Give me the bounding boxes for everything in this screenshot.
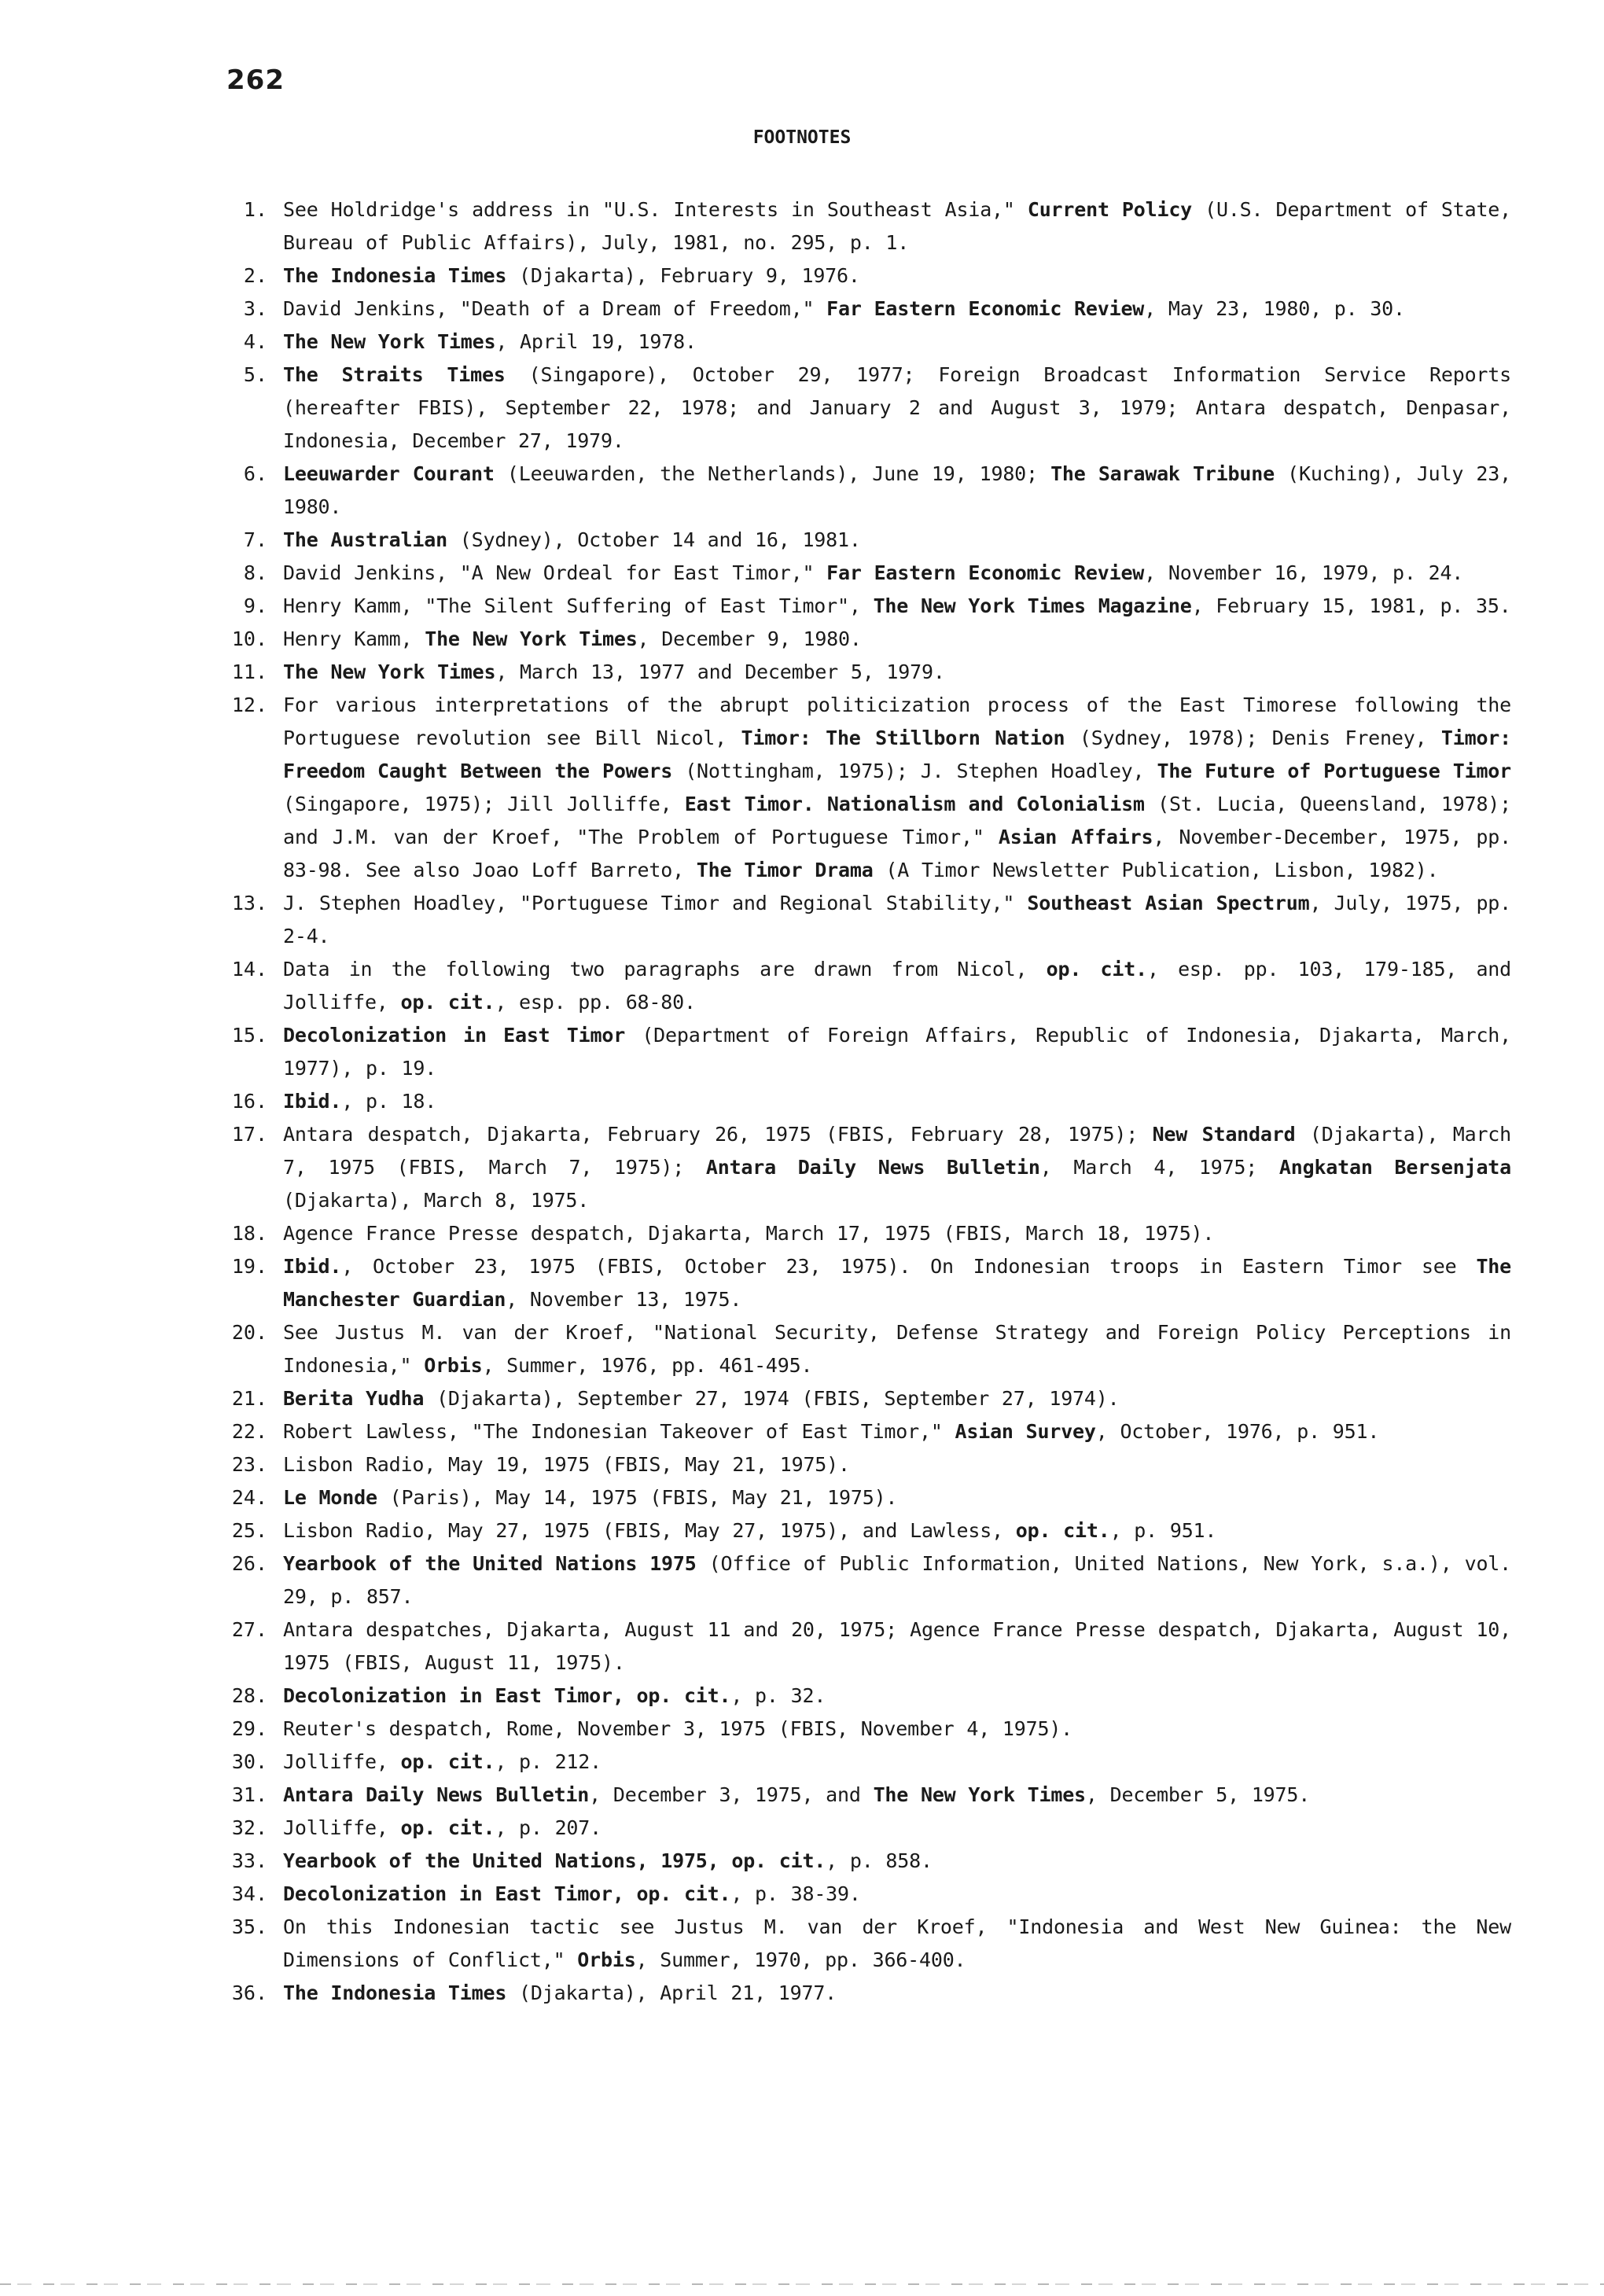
footnote-text-segment: (U.S. Department of State, Bureau of Public Affairs), July, 1981, no. 295, p. 1. <box>283 198 1512 254</box>
footnote-text <box>283 623 1511 656</box>
publication-title: op. cit. <box>400 1750 495 1773</box>
publication-title: Antara Daily News Bulletin <box>705 1156 1040 1179</box>
footnote-text <box>283 656 1511 689</box>
publication-title: Orbis <box>577 1948 636 1971</box>
footnote-number: 32. <box>231 1816 267 1839</box>
footnote-text-segment: , esp. pp. 103, 179-185, and Jolliffe, <box>283 958 1511 1014</box>
publication-title: The Indonesia Times <box>283 1981 507 2004</box>
footnote-item <box>204 1019 1511 1085</box>
footnote-text <box>283 458 1511 524</box>
footnote-text-segment: (Singapore), October 29, 1977; Foreign Broadcast Information Service Reports (hereafter FBIS), September 22, 1978; and January 2 and August 3, 1979; Antara despatch, Denpasar, Indonesia, December 27, 1979. <box>283 363 1511 452</box>
footnote-text-segment: , p. 18. <box>341 1090 437 1113</box>
footnote-text-segment: (Sydney), October 14 and 16, 1981. <box>447 528 861 551</box>
footnote-item <box>204 1085 1511 1118</box>
publication-title: Asian Affairs <box>998 826 1153 848</box>
footnote-number: 5. <box>243 363 267 386</box>
footnote-text-segment: , p. 32. <box>730 1684 826 1707</box>
footnote-number: 19. <box>231 1255 267 1278</box>
footnote-text-segment: , p. 858. <box>826 1849 933 1872</box>
footnote-text-segment: See Holdridge's address in "U.S. Interests in Southeast Asia," <box>283 198 1028 221</box>
footnote-number: 12. <box>231 694 267 716</box>
footnote-number: 9. <box>243 594 267 617</box>
footnote-item <box>204 953 1511 1019</box>
footnote-text <box>283 1217 1511 1250</box>
footnote-text <box>283 590 1511 623</box>
footnote-text-segment: , May 23, 1980, p. 30. <box>1144 297 1405 320</box>
footnote-list <box>204 193 1511 2010</box>
footnote-text-segment: , December 3, 1975, and <box>589 1783 874 1806</box>
footnote-item <box>204 524 1511 557</box>
footnote-item <box>204 1250 1511 1316</box>
footnote-text-segment: Henry Kamm, <box>283 627 425 650</box>
footnote-text <box>283 1680 1511 1713</box>
footnote-text-segment: On this Indonesian tactic see Justus M. van der Kroef, "Indonesia and West New Guinea: the New Dimensions of Conflict," <box>283 1915 1511 1971</box>
footnote-text <box>283 326 1511 359</box>
footnote-item <box>204 458 1511 524</box>
footnote-number: 17. <box>231 1123 267 1146</box>
footnote-number: 16. <box>231 1090 267 1113</box>
footnote-text-segment: Data in the following two paragraphs are drawn from Nicol, <box>283 958 1047 981</box>
footnote-text <box>283 293 1511 326</box>
footnote-number: 35. <box>231 1915 267 1938</box>
footnote-item <box>204 1316 1511 1382</box>
footnote-text <box>283 1118 1511 1217</box>
footnote-text-segment: Jolliffe, <box>283 1816 401 1839</box>
footnote-text <box>283 1382 1511 1415</box>
publication-title: East Timor. Nationalism and Colonialism <box>684 793 1145 815</box>
footnote-item <box>204 557 1511 590</box>
footnote-item <box>204 887 1511 953</box>
footnote-text-segment: (Singapore, 1975); Jill Jolliffe, <box>283 793 685 815</box>
footnote-number: 36. <box>231 1981 267 2004</box>
footnote-item <box>204 1415 1511 1448</box>
footnote-text-segment: , December 9, 1980. <box>637 627 862 650</box>
footnote-item <box>204 1713 1511 1746</box>
publication-title: Ibid. <box>283 1090 342 1113</box>
footnote-number: 4. <box>243 330 267 353</box>
footnote-number: 22. <box>231 1420 267 1443</box>
footnote-text <box>283 524 1511 557</box>
publication-title: Decolonization in East Timor, op. cit. <box>283 1882 731 1905</box>
footnote-number: 25. <box>231 1519 267 1542</box>
publication-title: Ibid. <box>283 1255 342 1278</box>
footnote-item <box>204 1481 1511 1514</box>
footnote-text <box>283 1085 1511 1118</box>
footnote-text-segment: , February 15, 1981, p. 35. <box>1191 594 1511 617</box>
footnote-number: 30. <box>231 1750 267 1773</box>
footnote-text-segment: , esp. pp. 68-80. <box>495 991 696 1014</box>
publication-title: Decolonization in East Timor, op. cit. <box>283 1684 731 1707</box>
publication-title: Berita Yudha <box>283 1387 425 1410</box>
footnote-text-segment: J. Stephen Hoadley, "Portuguese Timor and Regional Stability," <box>283 892 1028 914</box>
footnote-number: 18. <box>231 1222 267 1245</box>
publication-title: Antara Daily News Bulletin <box>283 1783 590 1806</box>
footnote-number: 3. <box>243 297 267 320</box>
footnote-text <box>283 193 1511 259</box>
footnote-item <box>204 1977 1511 2010</box>
footnote-number: 34. <box>231 1882 267 1905</box>
footnote-text-segment: , Summer, 1976, pp. 461-495. <box>482 1354 813 1377</box>
footnote-number: 31. <box>231 1783 267 1806</box>
publication-title: Le Monde <box>283 1486 377 1509</box>
footnote-text-segment: (Djakarta), April 21, 1977. <box>506 1981 837 2004</box>
footnote-item <box>204 1547 1511 1613</box>
footnote-item <box>204 656 1511 689</box>
footnote-text-segment: , October, 1976, p. 951. <box>1095 1420 1380 1443</box>
footnote-number: 21. <box>231 1387 267 1410</box>
footnote-text <box>283 1019 1511 1085</box>
publication-title: The New York Times Magazine <box>873 594 1192 617</box>
footnote-text-segment: David Jenkins, "A New Ordeal for East Timor," <box>283 561 827 584</box>
footnote-text-segment: Lisbon Radio, May 19, 1975 (FBIS, May 21, 1975). <box>283 1453 850 1476</box>
footnote-text-segment: Lisbon Radio, May 27, 1975 (FBIS, May 27, 1975), and Lawless, <box>283 1519 1016 1542</box>
footnote-text-segment: (Office of Public Information, United Nations, New York, s.a.), vol. 29, p. 857. <box>283 1552 1511 1608</box>
footnote-text-segment: (Sydney, 1978); Denis Freney, <box>1065 727 1441 749</box>
footnote-text <box>283 359 1511 458</box>
publication-title: Far Eastern Economic Review <box>826 561 1145 584</box>
footnote-item <box>204 326 1511 359</box>
footnote-text-segment: (A Timor Newsletter Publication, Lisbon, 1982). <box>873 859 1439 881</box>
footnote-item <box>204 1845 1511 1878</box>
footnote-text <box>283 1977 1511 2010</box>
publication-title: The New York Times <box>425 627 638 650</box>
footnote-item <box>204 359 1511 458</box>
footnote-number: 13. <box>231 892 267 914</box>
footnote-text-segment: Robert Lawless, "The Indonesian Takeover of East Timor," <box>283 1420 955 1443</box>
footnote-text-segment: Jolliffe, <box>283 1750 401 1773</box>
footnote-item <box>204 1217 1511 1250</box>
footnote-text-segment: Reuter's despatch, Rome, November 3, 1975 (FBIS, November 4, 1975). <box>283 1717 1073 1740</box>
publication-title: The New York Times <box>283 330 496 353</box>
footnote-item <box>204 293 1511 326</box>
publication-title: Yearbook of the United Nations, 1975, op. cit. <box>283 1849 826 1872</box>
publication-title: Far Eastern Economic Review <box>826 297 1145 320</box>
footnote-number: 15. <box>231 1024 267 1047</box>
publication-title: Orbis <box>424 1354 483 1377</box>
footnote-text-segment: , p. 38-39. <box>730 1882 861 1905</box>
footnote-item <box>204 590 1511 623</box>
footnote-item <box>204 1514 1511 1547</box>
footnote-text <box>283 1746 1511 1779</box>
footnote-text <box>283 1878 1511 1911</box>
footnote-text-segment: , March 13, 1977 and December 5, 1979. <box>495 660 945 683</box>
footnote-text <box>283 1812 1511 1845</box>
footnote-text <box>283 1514 1511 1547</box>
footnote-text-segment: , p. 207. <box>495 1816 602 1839</box>
footnote-text <box>283 1713 1511 1746</box>
publication-title: The Indonesia Times <box>283 264 507 287</box>
footnote-item <box>204 1878 1511 1911</box>
footnote-item <box>204 259 1511 293</box>
publication-title: op. cit. <box>1015 1519 1110 1542</box>
publication-title: The New York Times <box>873 1783 1086 1806</box>
footnote-text-segment: See Justus M. van der Kroef, "National Security, Defense Strategy and Foreign Policy Perceptions in Indonesia," <box>283 1321 1511 1377</box>
footnote-number: 23. <box>231 1453 267 1476</box>
footnote-text-segment: , November-December, 1975, pp. 83-98. See also Joao Loff Barreto, <box>283 826 1511 881</box>
footnote-item <box>204 1382 1511 1415</box>
footnote-text-segment: , p. 212. <box>495 1750 602 1773</box>
footnote-text <box>283 1845 1511 1878</box>
publication-title: The Timor Drama <box>696 859 874 881</box>
footnote-item <box>204 1680 1511 1713</box>
footnote-text-segment: , November 13, 1975. <box>506 1288 742 1311</box>
scan-edge-divider <box>0 2283 1604 2285</box>
footnote-number: 10. <box>231 627 267 650</box>
page-number: 262 <box>226 64 285 96</box>
publication-title: Decolonization in East Timor <box>283 1024 626 1047</box>
footnote-item <box>204 1118 1511 1217</box>
footnote-number: 27. <box>231 1618 267 1641</box>
publication-title: Yearbook of the United Nations 1975 <box>283 1552 697 1575</box>
footnote-text-segment: , April 19, 1978. <box>495 330 697 353</box>
footnote-text <box>283 1613 1511 1680</box>
footnote-item <box>204 689 1511 887</box>
footnote-text <box>283 1250 1511 1316</box>
footnote-text <box>283 1316 1511 1382</box>
publication-title: The New York Times <box>283 660 496 683</box>
footnote-text-segment: , October 23, 1975 (FBIS, October 23, 1975). On Indonesian troops in Eastern Timor see <box>341 1255 1477 1278</box>
footnote-text <box>283 1415 1511 1448</box>
footnote-item <box>204 1613 1511 1680</box>
footnote-text-segment: (Paris), May 14, 1975 (FBIS, May 21, 1975). <box>377 1486 898 1509</box>
footnote-text-segment: (Djakarta), March 7, 1975 (FBIS, March 7, 1975); <box>283 1123 1511 1179</box>
footnote-text-segment: (Kuching), July 23, 1980. <box>283 462 1511 518</box>
publication-title: Leeuwarder Courant <box>283 462 495 485</box>
page-title: FOOTNOTES <box>752 127 852 148</box>
footnote-number: 14. <box>231 958 267 981</box>
footnote-text-segment: (Department of Foreign Affairs, Republic of Indonesia, Djakarta, March, 1977), p. 19. <box>283 1024 1511 1080</box>
publication-title: The Future of Portuguese Timor <box>1157 760 1512 782</box>
footnote-number: 26. <box>231 1552 267 1575</box>
footnote-text <box>283 1481 1511 1514</box>
footnote-text-segment: , Summer, 1970, pp. 366-400. <box>635 1948 966 1971</box>
publication-title: The Sarawak Tribune <box>1050 462 1275 485</box>
footnote-text <box>283 1779 1511 1812</box>
publication-title: The Australian <box>283 528 447 551</box>
footnote-number: 7. <box>243 528 267 551</box>
publication-title: op. cit. <box>1046 958 1147 981</box>
footnote-item <box>204 1448 1511 1481</box>
footnote-text-segment: Antara despatch, Djakarta, February 26, 1975 (FBIS, February 28, 1975); <box>283 1123 1153 1146</box>
footnote-text-segment: Agence France Presse despatch, Djakarta, March 17, 1975 (FBIS, March 18, 1975). <box>283 1222 1215 1245</box>
footnote-number: 1. <box>243 198 267 221</box>
footnote-item <box>204 1911 1511 1977</box>
footnote-text <box>283 1911 1511 1977</box>
footnote-number: 8. <box>243 561 267 584</box>
publication-title: Current Policy <box>1027 198 1193 221</box>
publication-title: New Standard <box>1152 1123 1296 1146</box>
footnote-item <box>204 1779 1511 1812</box>
footnote-text <box>283 953 1511 1019</box>
publication-title: The Straits Times <box>283 363 506 386</box>
footnote-item <box>204 623 1511 656</box>
footnote-number: 29. <box>231 1717 267 1740</box>
footnote-text-segment: (Djakarta), September 27, 1974 (FBIS, September 27, 1974). <box>424 1387 1120 1410</box>
footnote-number: 11. <box>231 660 267 683</box>
footnote-text-segment: Antara despatches, Djakarta, August 11 and 20, 1975; Agence France Presse despatch, Djakarta, August 10, 1975 (FBIS, August 11, 1975). <box>283 1618 1511 1674</box>
footnote-text-segment: (Leeuwarden, the Netherlands), June 19, 1980; <box>494 462 1051 485</box>
footnote-text <box>283 259 1511 293</box>
footnote-number: 28. <box>231 1684 267 1707</box>
footnote-number: 33. <box>231 1849 267 1872</box>
footnote-text-segment: , March 4, 1975; <box>1039 1156 1279 1179</box>
publication-title: Timor: The Stillborn Nation <box>741 727 1065 749</box>
footnote-text-segment: Henry Kamm, "The Silent Suffering of East Timor", <box>283 594 874 617</box>
footnote-text-segment: (Djakarta), March 8, 1975. <box>283 1189 590 1212</box>
footnote-text <box>283 1547 1511 1613</box>
footnote-item <box>204 193 1511 259</box>
footnote-item <box>204 1812 1511 1845</box>
publication-title: Angkatan Bersenjata <box>1278 1156 1511 1179</box>
footnote-text-segment: , p. 951. <box>1109 1519 1217 1542</box>
footnote-text <box>283 887 1511 953</box>
footnote-text <box>283 689 1511 887</box>
footnote-number: 2. <box>243 264 267 287</box>
footnote-text-segment: David Jenkins, "Death of a Dream of Freedom," <box>283 297 827 320</box>
publication-title: op. cit. <box>400 991 495 1014</box>
footnote-text <box>283 557 1511 590</box>
publication-title: Timor: Freedom Caught Between the Powers <box>283 727 1512 782</box>
footnote-text-segment: (St. Lucia, Queensland, 1978); and J.M. van der Kroef, "The Problem of Portuguese Timor," <box>283 793 1512 848</box>
footnote-number: 6. <box>243 462 267 485</box>
publication-title: Southeast Asian Spectrum <box>1027 892 1310 914</box>
footnote-text <box>283 1448 1511 1481</box>
footnote-text-segment: , November 16, 1979, p. 24. <box>1144 561 1464 584</box>
footnote-text-segment: For various interpretations of the abrupt politicization process of the East Timorese following the Portuguese revolution see Bill Nicol, <box>283 694 1511 749</box>
footnote-text-segment: (Djakarta), February 9, 1976. <box>506 264 860 287</box>
publication-title: op. cit. <box>400 1816 495 1839</box>
footnote-text-segment: , December 5, 1975. <box>1085 1783 1311 1806</box>
footnote-text-segment: (Nottingham, 1975); J. Stephen Hoadley, <box>672 760 1157 782</box>
publication-title: Asian Survey <box>955 1420 1096 1443</box>
footnote-number: 24. <box>231 1486 267 1509</box>
footnote-number: 20. <box>231 1321 267 1344</box>
footnote-text-segment: , July, 1975, pp. 2-4. <box>283 892 1511 947</box>
publication-title: The Manchester Guardian <box>283 1255 1511 1311</box>
footnote-item <box>204 1746 1511 1779</box>
